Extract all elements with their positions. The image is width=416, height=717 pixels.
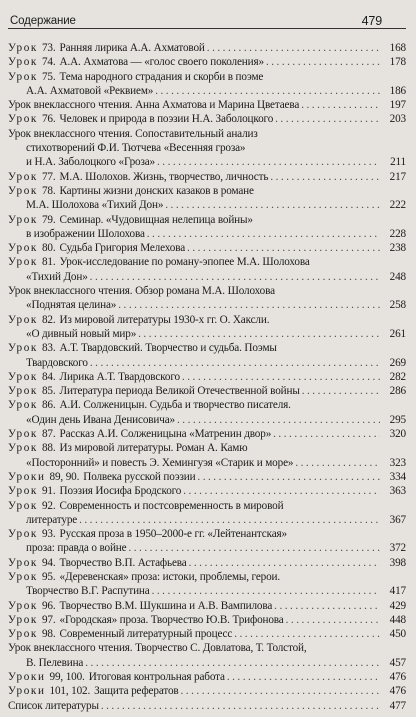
lesson-number: 86. bbox=[41, 399, 56, 412]
toc-entry-text bbox=[8, 670, 225, 684]
toc-entry-text bbox=[8, 214, 253, 226]
lesson-number: 83. bbox=[41, 342, 56, 355]
dot-leader bbox=[197, 470, 380, 484]
toc-entry-line bbox=[8, 599, 380, 613]
lesson-label: Уроки bbox=[8, 671, 46, 684]
toc-entry-line bbox=[8, 541, 380, 555]
toc-entry-text bbox=[8, 170, 268, 184]
entry-page-number: 450 bbox=[389, 628, 406, 641]
toc-entry-text bbox=[26, 227, 145, 241]
entry-page-number: 238 bbox=[389, 242, 406, 255]
entry-title: М.А. Шолохова «Тихий Дон» bbox=[26, 199, 164, 212]
dot-leader bbox=[187, 241, 380, 255]
lesson-label: Урок bbox=[8, 113, 38, 126]
toc-entry-line bbox=[8, 356, 380, 370]
entry-page-number: 477 bbox=[389, 699, 406, 712]
entry-title: проза: правда о войне bbox=[26, 542, 127, 555]
dot-leader bbox=[286, 613, 380, 627]
toc-entry-text bbox=[8, 556, 187, 570]
lesson-number: 87. bbox=[41, 428, 56, 441]
lesson-label: Урок bbox=[8, 556, 38, 569]
toc-entry-line bbox=[8, 284, 380, 298]
entry-title: В. Пелевина bbox=[26, 656, 84, 669]
dot-leader bbox=[182, 370, 380, 384]
entry-title: Полвека русской поэзии bbox=[83, 470, 196, 483]
entry-page-number: 269 bbox=[389, 356, 406, 369]
entry-title: Урок внеклассного чтения. Творчество С. Довлатова, Т. Толстой, bbox=[8, 642, 307, 655]
toc-entry-line bbox=[8, 55, 380, 69]
lesson-number: 101, 102. bbox=[49, 685, 91, 698]
toc-entry-text bbox=[26, 298, 116, 312]
entry-page-number: 168 bbox=[389, 42, 406, 54]
toc-entry bbox=[8, 55, 406, 69]
toc-entry-line bbox=[8, 270, 380, 284]
lesson-label: Урок bbox=[8, 70, 38, 83]
lesson-number: 92. bbox=[41, 499, 56, 512]
entry-title: Тема народного страдания и скорби в поэме bbox=[59, 70, 264, 83]
toc-entry-text bbox=[26, 270, 88, 284]
dot-leader bbox=[138, 327, 380, 341]
toc-entry bbox=[8, 499, 406, 528]
entry-title: Из мировой литературы. Роман А. Камю bbox=[59, 442, 248, 455]
entry-title: Литература периода Великой Отечественной войны bbox=[59, 385, 300, 398]
entry-title: «О дивный новый мир» bbox=[26, 327, 137, 340]
toc-entry-text bbox=[8, 684, 179, 698]
toc-entry bbox=[8, 670, 406, 684]
header-page-number: 479 bbox=[361, 13, 382, 28]
entry-title: Судьба Григория Мелехова bbox=[59, 242, 186, 255]
toc-entry-line bbox=[8, 370, 380, 384]
entry-page-number: 258 bbox=[389, 299, 406, 312]
toc-entry-line bbox=[8, 441, 380, 455]
dot-leader bbox=[85, 656, 380, 670]
entry-title: Твардовского bbox=[26, 356, 88, 369]
entry-title: Картины жизни донских казаков в романе bbox=[59, 184, 254, 197]
toc-entry bbox=[8, 441, 406, 470]
entry-title: А.А. Ахматова — «голос своего поколения» bbox=[59, 56, 264, 69]
toc-entry-text bbox=[8, 427, 271, 441]
toc-entry-text bbox=[8, 241, 185, 255]
entry-page-number: 429 bbox=[389, 599, 406, 612]
dot-leader bbox=[183, 484, 380, 498]
toc-entry-line bbox=[8, 298, 380, 312]
toc-entry bbox=[8, 570, 406, 599]
entry-title: Русская проза в 1950–2000-е гг. «Лейтенантская» bbox=[59, 528, 287, 541]
toc-entry bbox=[8, 527, 406, 556]
entry-page-number: 178 bbox=[389, 56, 406, 69]
toc-entry-text bbox=[8, 342, 277, 354]
entry-title: А.И. Солженицын. Судьба и творчество писателя. bbox=[59, 399, 291, 412]
toc-entry-text bbox=[26, 456, 293, 470]
toc-entry-text bbox=[8, 185, 254, 197]
toc-entry-text bbox=[8, 399, 291, 411]
toc-entry-line bbox=[8, 313, 380, 327]
toc-entry-text bbox=[8, 285, 275, 297]
dot-leader bbox=[227, 670, 380, 684]
toc-entry-text bbox=[8, 55, 264, 69]
entry-page-number: 323 bbox=[389, 456, 406, 469]
toc-entry-line bbox=[8, 470, 380, 484]
lesson-label: Урок bbox=[8, 42, 38, 54]
entry-title: «Деревенская» проза: истоки, проблемы, герои. bbox=[59, 570, 281, 583]
toc-entry bbox=[8, 170, 406, 184]
toc-entry bbox=[8, 699, 406, 713]
entry-page-number: 186 bbox=[389, 84, 406, 97]
toc-entry bbox=[8, 341, 406, 370]
toc-entry bbox=[8, 370, 406, 384]
toc-entry bbox=[8, 213, 406, 242]
toc-entry-text bbox=[8, 71, 263, 83]
dot-leader bbox=[273, 427, 380, 441]
lesson-number: 80. bbox=[41, 242, 56, 255]
entry-title: Творчество В.П. Астафьева bbox=[59, 556, 187, 569]
lesson-label: Урок bbox=[8, 613, 38, 626]
running-header bbox=[8, 6, 406, 29]
lesson-label: Урок bbox=[8, 385, 38, 398]
entry-page-number: 197 bbox=[389, 99, 406, 112]
entry-page-number: 457 bbox=[389, 656, 406, 669]
dot-leader bbox=[90, 356, 380, 370]
entry-page-number: 417 bbox=[389, 585, 406, 598]
lesson-number: 91. bbox=[41, 485, 56, 498]
entry-title: Творчество В.М. Шукшина и А.В. Вампилова bbox=[59, 599, 273, 612]
toc-entry-text bbox=[8, 112, 273, 126]
toc-entry-text bbox=[8, 442, 247, 454]
lesson-label: Урок bbox=[8, 499, 38, 512]
entry-page-number: 334 bbox=[389, 470, 406, 483]
lesson-number: 79. bbox=[41, 213, 56, 226]
entry-page-number: 228 bbox=[389, 227, 406, 240]
toc-entry bbox=[8, 641, 406, 670]
dot-leader bbox=[165, 198, 380, 212]
dot-leader bbox=[79, 513, 380, 527]
dot-leader bbox=[155, 84, 380, 98]
entry-page-number: 372 bbox=[389, 542, 406, 555]
lesson-number: 94. bbox=[41, 556, 56, 569]
entry-page-number: 476 bbox=[389, 671, 406, 684]
toc-entry-line bbox=[8, 484, 380, 498]
entry-page-number: 222 bbox=[389, 199, 406, 212]
entry-page-number: 211 bbox=[390, 156, 406, 169]
toc-entry-line bbox=[8, 112, 380, 126]
lesson-label: Урок bbox=[8, 370, 38, 383]
entry-title: Поэзия Иосифа Бродского bbox=[59, 485, 182, 498]
entry-page-number: 363 bbox=[389, 485, 406, 498]
dot-leader bbox=[147, 227, 380, 241]
toc-entry-line bbox=[8, 198, 380, 212]
toc-entry-line bbox=[8, 70, 380, 84]
toc-entry-text bbox=[26, 356, 88, 370]
entry-title: литературе bbox=[26, 513, 78, 526]
toc-entry-line bbox=[8, 627, 380, 641]
lesson-number: 99, 100. bbox=[49, 671, 85, 684]
toc-entry-line bbox=[8, 527, 380, 541]
toc-entry-text bbox=[8, 128, 258, 140]
toc-entry-line bbox=[8, 141, 380, 155]
toc-entry-line bbox=[8, 699, 380, 713]
entry-title: Человек и природа в поэзии Н.А. Заболоцкого bbox=[59, 113, 274, 126]
toc-entry-line bbox=[8, 384, 380, 398]
toc-entry bbox=[8, 284, 406, 313]
lesson-label: Урок bbox=[8, 256, 38, 269]
toc-entry-text bbox=[8, 571, 280, 583]
entry-title: Семинар. «Чудовищная нелепица войны» bbox=[59, 213, 253, 226]
toc-entry-text bbox=[8, 642, 307, 654]
toc-entry-text bbox=[8, 470, 195, 484]
lesson-label: Урок bbox=[8, 628, 38, 641]
lesson-number: 89, 90. bbox=[49, 470, 80, 483]
toc-entry bbox=[8, 255, 406, 284]
entry-page-number: 320 bbox=[389, 428, 406, 441]
dot-leader bbox=[101, 699, 380, 713]
toc-entry bbox=[8, 470, 406, 484]
toc-entry bbox=[8, 127, 406, 170]
toc-entry-line bbox=[8, 570, 380, 584]
toc-entry-line bbox=[8, 127, 380, 141]
entry-title: Урок-исследование по роману-эпопее М.А. Шолохова bbox=[59, 256, 310, 269]
toc-entry-line bbox=[8, 684, 380, 698]
dot-leader bbox=[301, 98, 380, 112]
entry-title: А.А. Ахматовой «Реквием» bbox=[26, 84, 154, 97]
dot-leader bbox=[270, 170, 380, 184]
toc-entry-line bbox=[8, 227, 380, 241]
lesson-label: Урок bbox=[8, 242, 38, 255]
entry-title: Урок внеклассного чтения. Анна Ахматова и Марина Цветаева bbox=[8, 99, 300, 112]
lesson-number: 96. bbox=[41, 599, 56, 612]
lesson-label: Урок bbox=[8, 399, 38, 412]
toc-entry-text bbox=[26, 584, 150, 598]
entry-title: «Один день Ивана Денисовича» bbox=[26, 413, 175, 426]
lesson-label: Урок bbox=[8, 599, 38, 612]
lesson-number: 78. bbox=[41, 184, 56, 197]
toc-entry-text bbox=[8, 98, 299, 112]
lesson-label: Урок bbox=[8, 342, 38, 355]
toc-entry bbox=[8, 613, 406, 627]
toc-entry bbox=[8, 112, 406, 126]
toc-entry-line bbox=[8, 170, 380, 184]
lesson-label: Урок bbox=[8, 570, 38, 583]
toc-entry-text bbox=[8, 500, 283, 512]
toc-entry-text bbox=[26, 513, 77, 527]
toc-entry-line bbox=[8, 499, 380, 513]
toc-entry-text bbox=[26, 155, 155, 169]
toc-entry bbox=[8, 398, 406, 427]
toc-entry-line bbox=[8, 155, 380, 169]
entry-title: Итоговая контрольная работа bbox=[88, 671, 225, 684]
toc-entry-line bbox=[8, 84, 380, 98]
toc-entry-line bbox=[8, 656, 380, 670]
toc-entry-text bbox=[8, 314, 269, 326]
entry-title: «Тихий Дон» bbox=[26, 270, 88, 283]
lesson-label: Урок bbox=[8, 184, 38, 197]
dot-leader bbox=[266, 55, 380, 69]
toc-entry-text bbox=[26, 142, 245, 154]
lesson-number: 75. bbox=[41, 70, 56, 83]
toc-entry-line bbox=[8, 255, 380, 269]
entry-page-number: 448 bbox=[389, 613, 406, 626]
entry-title: Ранняя лирика А.А. Ахматовой bbox=[59, 42, 205, 54]
toc-entry bbox=[8, 184, 406, 213]
toc-entry-line bbox=[8, 327, 380, 341]
lesson-label: Урок bbox=[8, 528, 38, 541]
entry-page-number: 295 bbox=[389, 413, 406, 426]
header-title: Содержание bbox=[10, 14, 76, 27]
entry-title: Лирика А.Т. Твардовского bbox=[59, 370, 180, 383]
dot-leader bbox=[90, 270, 380, 284]
lesson-number: 88. bbox=[41, 442, 56, 455]
lesson-number: 97. bbox=[41, 613, 56, 626]
toc-entry bbox=[8, 313, 406, 342]
toc-entry bbox=[8, 484, 406, 498]
lesson-number: 81. bbox=[41, 256, 56, 269]
dot-leader bbox=[118, 298, 380, 312]
dot-leader bbox=[234, 627, 380, 641]
entry-page-number: 203 bbox=[389, 113, 406, 126]
lesson-number: 76. bbox=[41, 113, 56, 126]
entry-title: «Поднятая целина» bbox=[26, 299, 117, 312]
toc-entry-text bbox=[26, 198, 163, 212]
entry-page-number: 476 bbox=[389, 685, 406, 698]
entry-title: Урок внеклассного чтения. Сопоставительный анализ bbox=[8, 127, 258, 140]
entry-title: М.А. Шолохов. Жизнь, творчество, личность bbox=[59, 170, 269, 183]
toc-entry-text bbox=[26, 327, 136, 341]
toc-entry-text bbox=[26, 413, 175, 427]
entry-title: «Городская» проза. Творчество Ю.В. Трифонова bbox=[59, 613, 284, 626]
toc-entry-text bbox=[8, 256, 310, 268]
toc-entry-text bbox=[8, 627, 232, 641]
toc-entry bbox=[8, 384, 406, 398]
toc-entry-text bbox=[8, 41, 205, 55]
entry-page-number: 286 bbox=[389, 385, 406, 398]
toc-entry-line bbox=[8, 341, 380, 355]
toc-entry bbox=[8, 241, 406, 255]
lesson-number: 73. bbox=[41, 42, 56, 54]
entry-page-number: 217 bbox=[389, 170, 406, 183]
toc-entry-line bbox=[8, 427, 380, 441]
toc-entry-line bbox=[8, 98, 380, 112]
dot-leader bbox=[189, 556, 380, 570]
lesson-label: Уроки bbox=[8, 685, 46, 698]
toc-entry-line bbox=[8, 641, 380, 655]
toc-entry bbox=[8, 427, 406, 441]
entry-page-number: 367 bbox=[389, 513, 406, 526]
toc-entry-line bbox=[8, 613, 380, 627]
toc-entry-line bbox=[8, 556, 380, 570]
toc-entry bbox=[8, 98, 406, 112]
entry-title: Рассказ А.И. Солженицына «Матренин двор» bbox=[59, 428, 272, 441]
lesson-label: Урок bbox=[8, 56, 38, 69]
lesson-number: 93. bbox=[41, 528, 56, 541]
toc-entry-line bbox=[8, 513, 380, 527]
dot-leader bbox=[302, 384, 380, 398]
dot-leader bbox=[152, 584, 380, 598]
toc-entry-text bbox=[8, 613, 284, 627]
toc-entry-line bbox=[8, 213, 380, 227]
lesson-number: 85. bbox=[41, 385, 56, 398]
toc-entry-text bbox=[26, 84, 153, 98]
toc-entry-text bbox=[26, 656, 83, 670]
entry-page-number: 248 bbox=[389, 270, 406, 283]
toc-entry-text bbox=[8, 370, 180, 384]
dot-leader bbox=[295, 456, 380, 470]
dot-leader bbox=[207, 41, 380, 55]
entry-page-number: 282 bbox=[389, 370, 406, 383]
toc-entry-text bbox=[8, 699, 99, 713]
lesson-number: 95. bbox=[41, 570, 56, 583]
toc-entry-line bbox=[8, 456, 380, 470]
lesson-number: 77. bbox=[41, 170, 56, 183]
toc-entry-text bbox=[8, 384, 300, 398]
entry-title: Список литературы bbox=[8, 699, 99, 712]
lesson-number: 98. bbox=[41, 628, 56, 641]
toc-entry bbox=[8, 627, 406, 641]
toc-entry bbox=[8, 556, 406, 570]
lesson-label: Урок bbox=[8, 485, 38, 498]
lesson-label: Урок bbox=[8, 313, 38, 326]
dot-leader bbox=[275, 112, 380, 126]
entry-title: Творчество В.Г. Распутина bbox=[26, 585, 150, 598]
lesson-label: Урок bbox=[8, 170, 38, 183]
entry-title: Современность и постсовременность в мировой bbox=[59, 499, 284, 512]
dot-leader bbox=[128, 541, 380, 555]
entry-title: и Н.А. Заболоцкого «Гроза» bbox=[26, 156, 155, 169]
lesson-label: Урок bbox=[8, 442, 38, 455]
entry-title: Урок внеклассного чтения. Обзор романа М.А. Шолохова bbox=[8, 285, 275, 298]
entry-title: Современный литературный процесс bbox=[59, 628, 233, 641]
toc-entry-text bbox=[8, 599, 272, 613]
toc-entry-line bbox=[8, 41, 380, 55]
lesson-label: Уроки bbox=[8, 470, 46, 483]
dot-leader bbox=[177, 413, 380, 427]
entry-title: стихотворений Ф.И. Тютчева «Весенняя гроза» bbox=[26, 142, 246, 155]
toc-entry-line bbox=[8, 241, 380, 255]
toc-entry bbox=[8, 684, 406, 698]
table-of-contents bbox=[8, 41, 406, 713]
entry-title: А.Т. Твардовский. Творчество и судьба. Поэмы bbox=[59, 342, 277, 355]
lesson-number: 74. bbox=[41, 56, 56, 69]
toc-entry-line bbox=[8, 584, 380, 598]
entry-page-number: 261 bbox=[389, 327, 406, 340]
toc-entry-line bbox=[8, 184, 380, 198]
dot-leader bbox=[157, 155, 380, 169]
toc-entry-line bbox=[8, 413, 380, 427]
lesson-label: Урок bbox=[8, 428, 38, 441]
toc-entry-text bbox=[8, 484, 181, 498]
entry-title: Из мировой литературы 1930-х гг. О. Хаксли. bbox=[59, 313, 270, 326]
entry-page-number: 398 bbox=[389, 556, 406, 569]
toc-entry bbox=[8, 70, 406, 99]
entry-title: в изображении Шолохова bbox=[26, 227, 145, 240]
lesson-number: 84. bbox=[41, 370, 56, 383]
entry-title: «Посторонний» и повесть Э. Хемингуэя «Старик и море» bbox=[26, 456, 294, 469]
toc-entry bbox=[8, 599, 406, 613]
dot-leader bbox=[274, 599, 380, 613]
dot-leader bbox=[181, 684, 380, 698]
toc-entry-text bbox=[26, 541, 126, 555]
lesson-number: 82. bbox=[41, 313, 56, 326]
toc-entry-line bbox=[8, 670, 380, 684]
lesson-label: Урок bbox=[8, 213, 38, 226]
toc-entry-text bbox=[8, 528, 287, 540]
entry-title: Защита рефератов bbox=[94, 685, 179, 698]
toc-entry bbox=[8, 41, 406, 55]
toc-entry-line bbox=[8, 398, 380, 412]
